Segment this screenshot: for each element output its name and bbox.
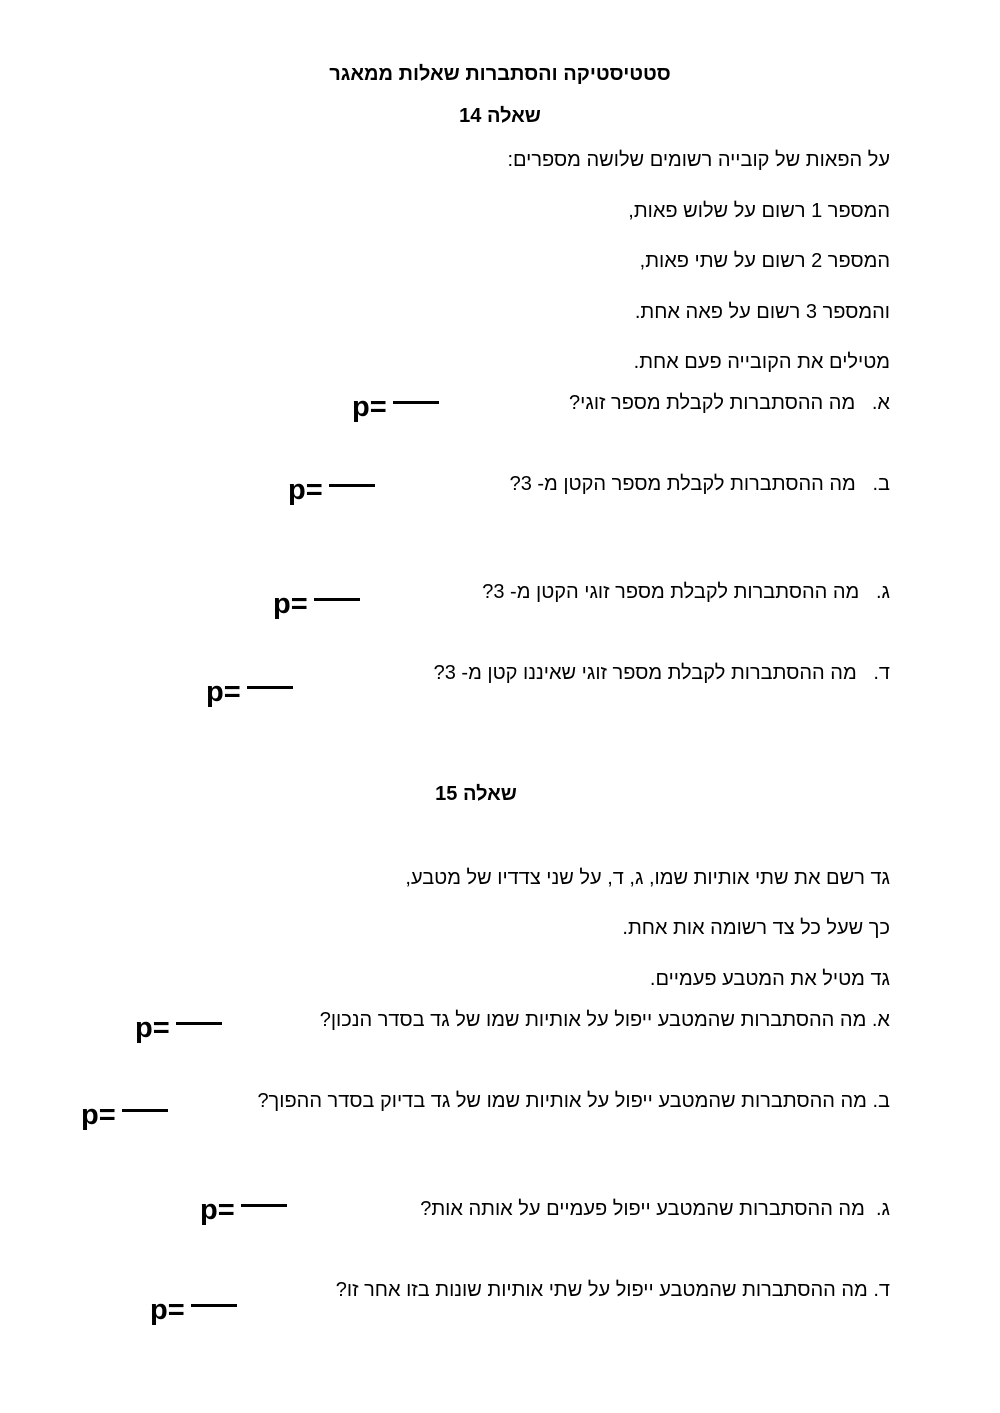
- probability-label: p=: [200, 1194, 235, 1226]
- probability-label: p=: [352, 391, 387, 423]
- q15-item-c: [420, 1197, 890, 1221]
- item-text: מה ההסתברות לקבלת מספר זוגי הקטן מ- 3?: [482, 581, 860, 603]
- probability-label: p=: [150, 1294, 185, 1326]
- q14-b-answer-blank[interactable]: [288, 474, 375, 506]
- item-letter: א.: [871, 1009, 890, 1031]
- q14-intro-line: על הפאות של קובייה רשומים שלושה מספרים:: [507, 149, 890, 171]
- q15-intro-line: גד מטיל את המטבע פעמיים.: [649, 968, 890, 990]
- q15-item-d: [336, 1278, 890, 1302]
- q15-item-b: [257, 1089, 890, 1113]
- item-letter: ג.: [875, 581, 890, 603]
- question-15-heading: שאלה 15: [435, 783, 517, 805]
- item-letter: ב.: [872, 473, 890, 495]
- probability-label: p=: [81, 1099, 116, 1131]
- item-text: מה ההסתברות שהמטבע ייפול על אותיות שמו של גד בדיוק בסדר ההפוך?: [257, 1090, 867, 1112]
- q14-intro-line: המספר 2 רשום על שתי פאות,: [639, 250, 890, 272]
- probability-label: p=: [273, 588, 308, 620]
- q15-d-answer-blank[interactable]: [150, 1294, 237, 1326]
- q15-intro-line: גד רשם את שתי אותיות שמו, ג, ד, על שני צדדיו של מטבע,: [405, 867, 890, 889]
- item-text: מה ההסתברות לקבלת מספר זוגי?: [569, 392, 856, 414]
- q15-a-answer-blank[interactable]: [135, 1012, 222, 1044]
- item-letter: ד.: [873, 662, 890, 684]
- q15-intro-line: כך שעל כל צד רשומה אות אחת.: [622, 917, 890, 939]
- q14-item-d: [434, 661, 890, 685]
- answer-line: [191, 1304, 237, 1307]
- q15-b-answer-blank[interactable]: [81, 1099, 168, 1131]
- item-text: מה ההסתברות שהמטבע ייפול על שתי אותיות שונות בזו אחר זו?: [335, 1279, 868, 1301]
- q14-intro-line: והמספר 3 רשום על פאה אחת.: [634, 301, 890, 323]
- question-14-heading: שאלה 14: [459, 105, 541, 127]
- answer-line: [122, 1109, 168, 1112]
- item-text: מה ההסתברות שהמטבע ייפול פעמיים על אותה אות?: [420, 1198, 865, 1220]
- q15-c-answer-blank[interactable]: [200, 1194, 287, 1226]
- probability-label: p=: [288, 474, 323, 506]
- q14-item-a: [569, 391, 890, 415]
- q14-a-answer-blank[interactable]: [352, 391, 439, 423]
- item-text: מה ההסתברות שהמטבע ייפול על אותיות שמו של גד בסדר הנכון?: [319, 1009, 867, 1031]
- page-title: סטטיסטיקה והסתברות שאלות ממאגר: [329, 63, 671, 85]
- item-letter: א.: [871, 392, 890, 414]
- item-text: מה ההסתברות לקבלת מספר הקטן מ- 3?: [509, 473, 856, 495]
- item-letter: ד.: [873, 1279, 890, 1301]
- q14-d-answer-blank[interactable]: [206, 676, 293, 708]
- probability-label: p=: [206, 676, 241, 708]
- q14-intro-line: מטילים את הקובייה פעם אחת.: [633, 351, 890, 373]
- answer-line: [314, 598, 360, 601]
- q14-item-c: [482, 580, 890, 604]
- q14-item-b: [510, 472, 890, 496]
- q15-item-a: [320, 1008, 890, 1032]
- item-letter: ג.: [875, 1198, 890, 1220]
- answer-line: [329, 484, 375, 487]
- item-letter: ב.: [872, 1090, 890, 1112]
- q14-intro-line: המספר 1 רשום על שלוש פאות,: [628, 200, 890, 222]
- probability-label: p=: [135, 1012, 170, 1044]
- answer-line: [247, 686, 293, 689]
- item-text: מה ההסתברות לקבלת מספר זוגי שאיננו קטן מ- 3?: [433, 662, 857, 684]
- q14-c-answer-blank[interactable]: [273, 588, 360, 620]
- answer-line: [176, 1022, 222, 1025]
- answer-line: [393, 401, 439, 404]
- answer-line: [241, 1204, 287, 1207]
